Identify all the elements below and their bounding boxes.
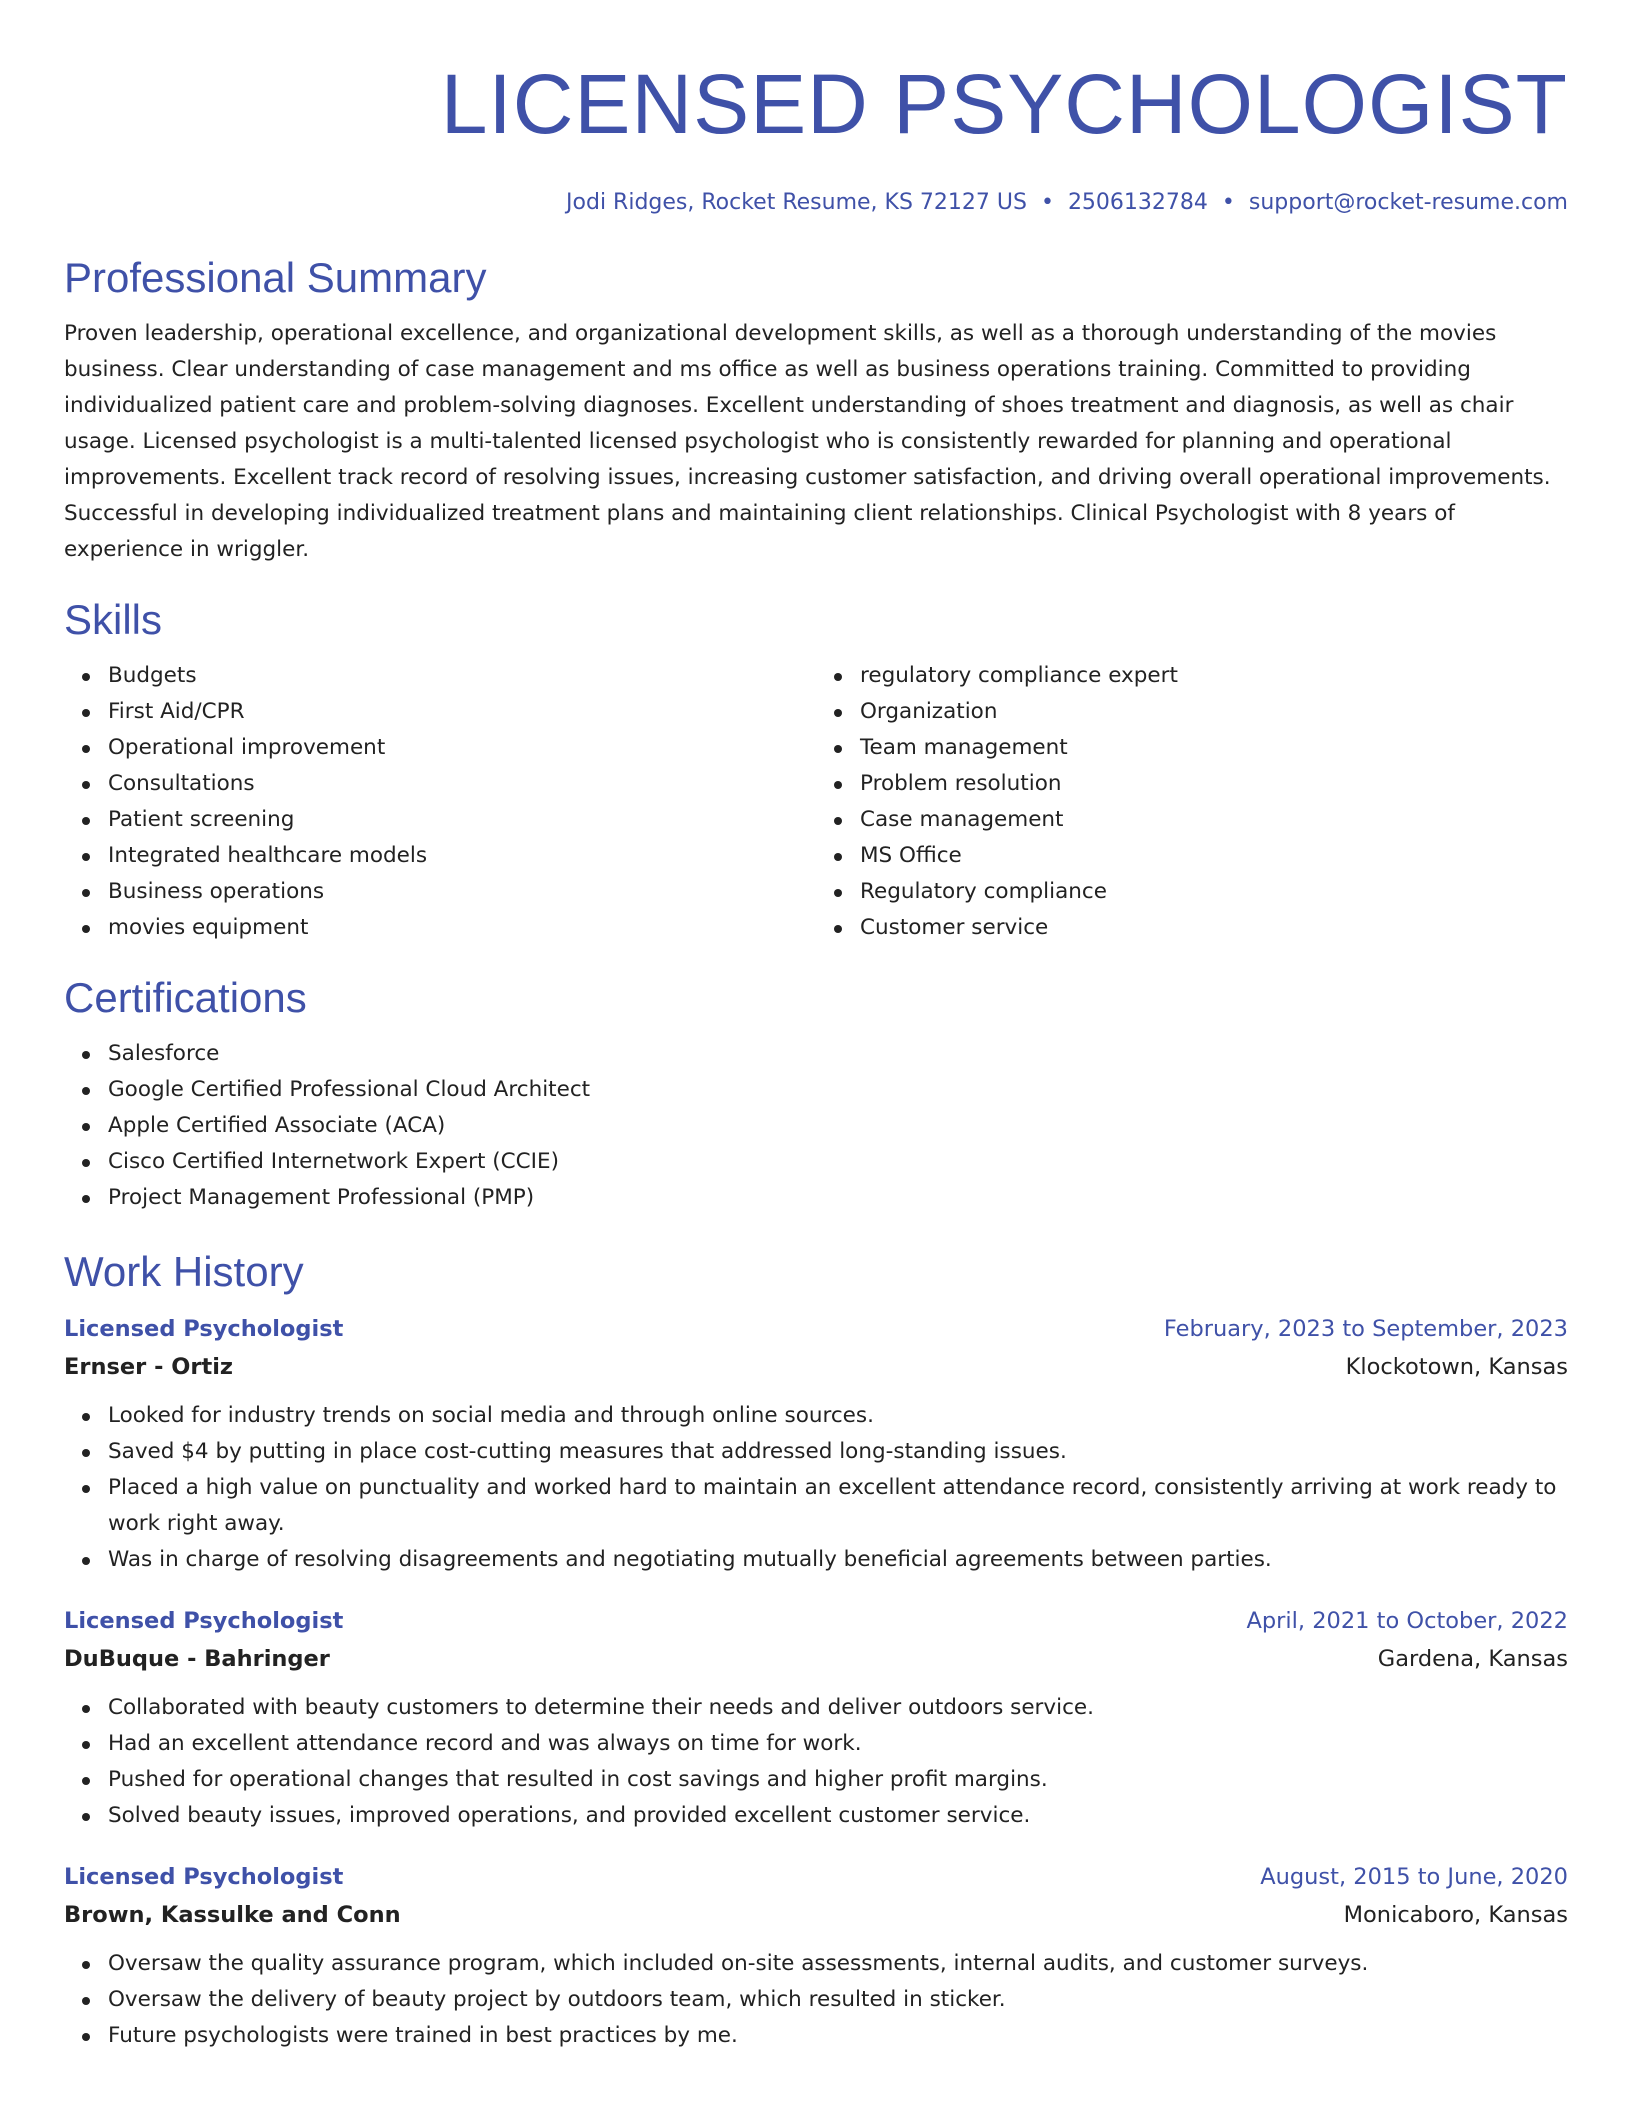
skill-item: Regulatory compliance <box>860 874 1568 910</box>
job-dates: February, 2023 to September, 2023 <box>1163 1316 1568 1342</box>
job-company: DuBuque - Bahringer <box>64 1646 330 1672</box>
skill-item: Team management <box>860 730 1568 766</box>
skill-item: regulatory compliance expert <box>860 658 1568 694</box>
skill-item: Case management <box>860 802 1568 838</box>
skill-item: Organization <box>860 694 1568 730</box>
job-bullet: Looked for industry trends on social media and through online sources. <box>108 1398 1568 1434</box>
contact-phone: 2506132784 <box>1067 190 1208 215</box>
job-bullet: Saved $4 by putting in place cost-cutting measures that addressed long-standing issues. <box>108 1434 1568 1470</box>
skill-item: Operational improvement <box>108 730 816 766</box>
skill-item: Business operations <box>108 874 816 910</box>
job-header <box>64 1310 1568 1348</box>
certification-item: Project Management Professional (PMP) <box>108 1180 1568 1216</box>
job-bullet: Solved beauty issues, improved operations, and provided excellent customer service. <box>108 1798 1568 1834</box>
job-subheader <box>64 1348 1568 1386</box>
resume-name: LICENSED PSYCHOLOGIST <box>440 57 1568 151</box>
skill-item: Budgets <box>108 658 816 694</box>
skill-item: First Aid/CPR <box>108 694 816 730</box>
job-header <box>64 1858 1568 1896</box>
certification-item: Cisco Certified Internetwork Expert (CCIE) <box>108 1144 1568 1180</box>
contact-separator: • <box>1221 190 1235 215</box>
job-bullet: Future psychologists were trained in best practices by me. <box>108 2018 1568 2054</box>
job-location: Gardena, Kansas <box>1377 1646 1568 1672</box>
job-entry <box>64 1858 1568 2054</box>
contact-address: Jodi Ridges, Rocket Resume, KS 72127 US <box>566 190 1027 215</box>
job-subheader <box>64 1640 1568 1678</box>
job-bullets <box>64 1946 1568 2054</box>
skill-item: Customer service <box>860 910 1568 946</box>
skill-item: Consultations <box>108 766 816 802</box>
job-dates: August, 2015 to June, 2020 <box>1260 1864 1568 1890</box>
job-bullet: Placed a high value on punctuality and worked hard to maintain an excellent attendance record, consistently arriving at work ready to work right away. <box>108 1470 1568 1542</box>
resume-page <box>64 0 1568 2054</box>
job-dates: April, 2021 to October, 2022 <box>1246 1608 1568 1634</box>
skill-item: Integrated healthcare models <box>108 838 816 874</box>
job-company: Brown, Kassulke and Conn <box>64 1902 401 1928</box>
job-header <box>64 1602 1568 1640</box>
certification-item: Apple Certified Associate (ACA) <box>108 1108 1568 1144</box>
job-entry <box>64 1310 1568 1578</box>
job-title: Licensed Psychologist <box>64 1864 344 1890</box>
skills-list-right <box>816 658 1568 946</box>
job-bullet: Oversaw the quality assurance program, which included on-site assessments, internal audits, and customer surveys. <box>108 1946 1568 1982</box>
section-title-work-history: Work History <box>64 1248 304 1295</box>
job-bullets <box>64 1398 1568 1578</box>
contact-line <box>64 188 1568 218</box>
section-title-skills: Skills <box>64 596 163 643</box>
skill-item: Problem resolution <box>860 766 1568 802</box>
job-location: Monicaboro, Kansas <box>1343 1902 1568 1928</box>
job-bullet: Oversaw the delivery of beauty project by outdoors team, which resulted in sticker. <box>108 1982 1568 2018</box>
job-bullet: Had an excellent attendance record and was always on time for work. <box>108 1726 1568 1762</box>
section-title-summary: Professional Summary <box>64 254 487 301</box>
certification-item: Google Certified Professional Cloud Architect <box>108 1072 1568 1108</box>
job-bullets <box>64 1690 1568 1834</box>
contact-email[interactable]: support@rocket-resume.com <box>1248 190 1568 215</box>
job-company: Ernser - Ortiz <box>64 1354 234 1380</box>
skills-columns <box>64 658 1568 946</box>
job-entry <box>64 1602 1568 1834</box>
summary-text: Proven leadership, operational excellence, and organizational development skills, as well as a thorough understanding of the movies business. Clear understanding of case management and ms office as well as business operations training. Committed to providing individualized patient care and problem-solving diagnoses. Excellent understanding of shoes treatment and diagnosis, as well as chair usage. Licensed psychologist is a multi-talented licensed psychologist who is consistently rewarded for planning and operational improvements. Excellent track record of resolving issues, increasing customer satisfaction, and driving overall operational improvements. Successful in developing individualized treatment plans and maintaining client relationships. Clinical Psychologist with 8 years of experience in wriggler. <box>64 321 1551 562</box>
certification-item: Salesforce <box>108 1036 1568 1072</box>
job-location: Klockotown, Kansas <box>1345 1354 1568 1380</box>
skill-item: Patient screening <box>108 802 816 838</box>
job-subheader <box>64 1896 1568 1934</box>
job-title: Licensed Psychologist <box>64 1608 344 1634</box>
contact-separator: • <box>1040 190 1054 215</box>
job-title: Licensed Psychologist <box>64 1316 344 1342</box>
skill-item: movies equipment <box>108 910 816 946</box>
section-title-certifications: Certifications <box>64 974 307 1021</box>
job-bullet: Was in charge of resolving disagreements and negotiating mutually beneficial agreements between parties. <box>108 1542 1568 1578</box>
job-bullet: Collaborated with beauty customers to determine their needs and deliver outdoors service. <box>108 1690 1568 1726</box>
job-bullet: Pushed for operational changes that resulted in cost savings and higher profit margins. <box>108 1762 1568 1798</box>
certifications-list <box>64 1036 1568 1216</box>
skills-list-left <box>64 658 816 946</box>
skill-item: MS Office <box>860 838 1568 874</box>
